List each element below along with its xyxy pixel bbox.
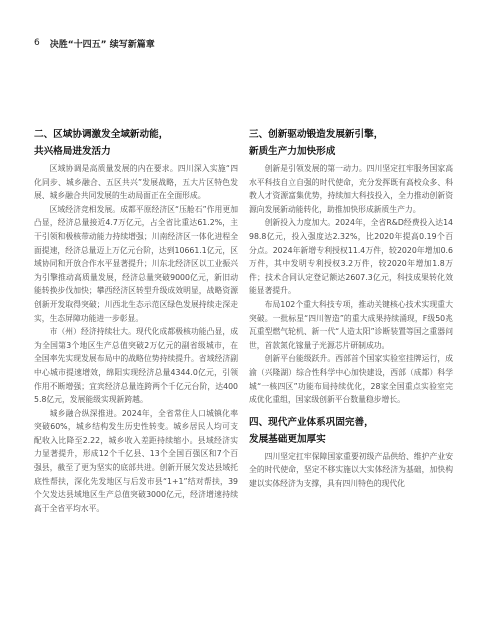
section-2-title-line2: 共兴格局进发活力 <box>34 146 111 157</box>
header-title: 决胜“十四五” 续写新篇章 <box>49 39 155 50</box>
section-3-title-line2: 新质生产力加快形成 <box>249 146 336 157</box>
left-column <box>34 128 238 515</box>
section-2-paragraph-4: 城乡融合纵深推进。2024年，全省常住人口城镇化率突破60%，城乡结构发生历史性转变。城乡居民人均可支配收入比降至2.22，城乡收入差距持续缩小。县域经济实力显著提升，形成12个千亿县、13个全国百强区和7个百强县，截至了更为坚实的底部共进。创新开展欠发达县域托底性帮扶，深化先发地区与后发市县“1+1”结对帮扶，39个欠发达县域地区生产总值突破3000亿元，经济增速持续高于全省平均水平。 <box>34 408 238 513</box>
right-column <box>249 128 453 490</box>
section-4-paragraph-1: 四川坚定扛牢保障国家重要初级产品供给、维护产业安全的时代使命，坚定不移实施以大实体经济为基础，加快构建以实体经济为支撑，具有四川特色的现代化 <box>249 451 453 488</box>
section-3-paragraph-3: 布局102个重大科技专项，推动关键核心技术实现重大突破。一批标星“四川智造”的重大成果持续涌现，F级50兆瓦重型燃气轮机、新一代“人造太阳”诊断装置等国之重器问世，首款氮化镓量子光源芯片研制成功。 <box>249 299 453 350</box>
section-4-title-line1: 四、现代产业体系巩固完善， <box>249 416 374 428</box>
page-number: 6 <box>34 38 40 48</box>
section-3-paragraph-2: 创新投入力度加大。2024年，全省R&D经费投入达1498.8亿元，投入强度达2.32%，比2020年提高0.19个百分点。2024年新增专利授权11.4万件，较2020年增加0.6万件，其中发明专利授权3.2万件，较2020年增加1.8万件；技术合同认定登记额达2607.3亿元，科技成果转化效能显著提升。 <box>249 218 453 296</box>
section-3-paragraph-1: 创新是引领发展的第一动力。四川坚定扛牢服务国家高水平科技自立自强的时代使命，充分发挥既有高校众多、科教人才资源富集优势，持续加大科技投入，全力推动创新资源向发展新动能转化，助推加快形成新质生产力。 <box>249 164 453 214</box>
section-4-title-line2: 发展基础更加厚实 <box>249 433 326 445</box>
section-spacer <box>249 407 453 416</box>
section-3-paragraph-4: 创新平台能级跃升。西部首个国家实验室挂牌运行，成渝（兴隆湖）综合性科学中心加快建设，西部（成都）科学城“一核四区”功能布局持续优化，28家全国重点实验室完成优化重组，国家级创新平台数量稳步增长。 <box>249 354 453 405</box>
page-header <box>34 36 155 50</box>
section-2-paragraph-2: 区域经济竞相发展。成都平原经济区“压舱石”作用更加凸显，经济总量接近4.7万亿元，占全省比重达61.2%，主干引领和极核带动能力持续增强；川南经济区一体化进程全面提速，经济总量迈上万亿元台阶，达到10661.1亿元，区域协同和开放合作水平显著提升；川东北经济区以工业振兴为引擎推动高质量发展，经济总量突破9000亿元，新旧动能转换步伐加快；攀西经济区转型升级成效明显，战略资源创新开发取得突破；川西北生态示范区绿色发展持续走深走实，生态屏障功能进一步彰显。 <box>34 204 238 323</box>
section-2-paragraph-1: 区域协调是高质量发展的内在要求。四川深入实施“四化同步、城乡融合、五区共兴”发展战略，五大片区特色发展、城乡融合共同发展的生动局面正在全面形成。 <box>34 164 238 201</box>
section-3-title-line1: 三、创新驱动锻造发展新引擎， <box>249 129 384 140</box>
section-2-title-line1: 二、区域协调激发全域新动能， <box>34 129 169 140</box>
section-2-paragraph-3: 市（州）经济持续壮大。现代化成都极核功能凸显，成为全国第3个地区生产总值突破2万亿元的副省级城市，在全国率先实现发展布局中的战略位势持续提升。省域经济副中心城市提速增效，绵阳实现经济总量4344.0亿元，引领作用不断增强；宜宾经济总量连跨两个千亿元台阶，达4005.8亿元，发展能级实现新跨越。 <box>34 327 238 405</box>
